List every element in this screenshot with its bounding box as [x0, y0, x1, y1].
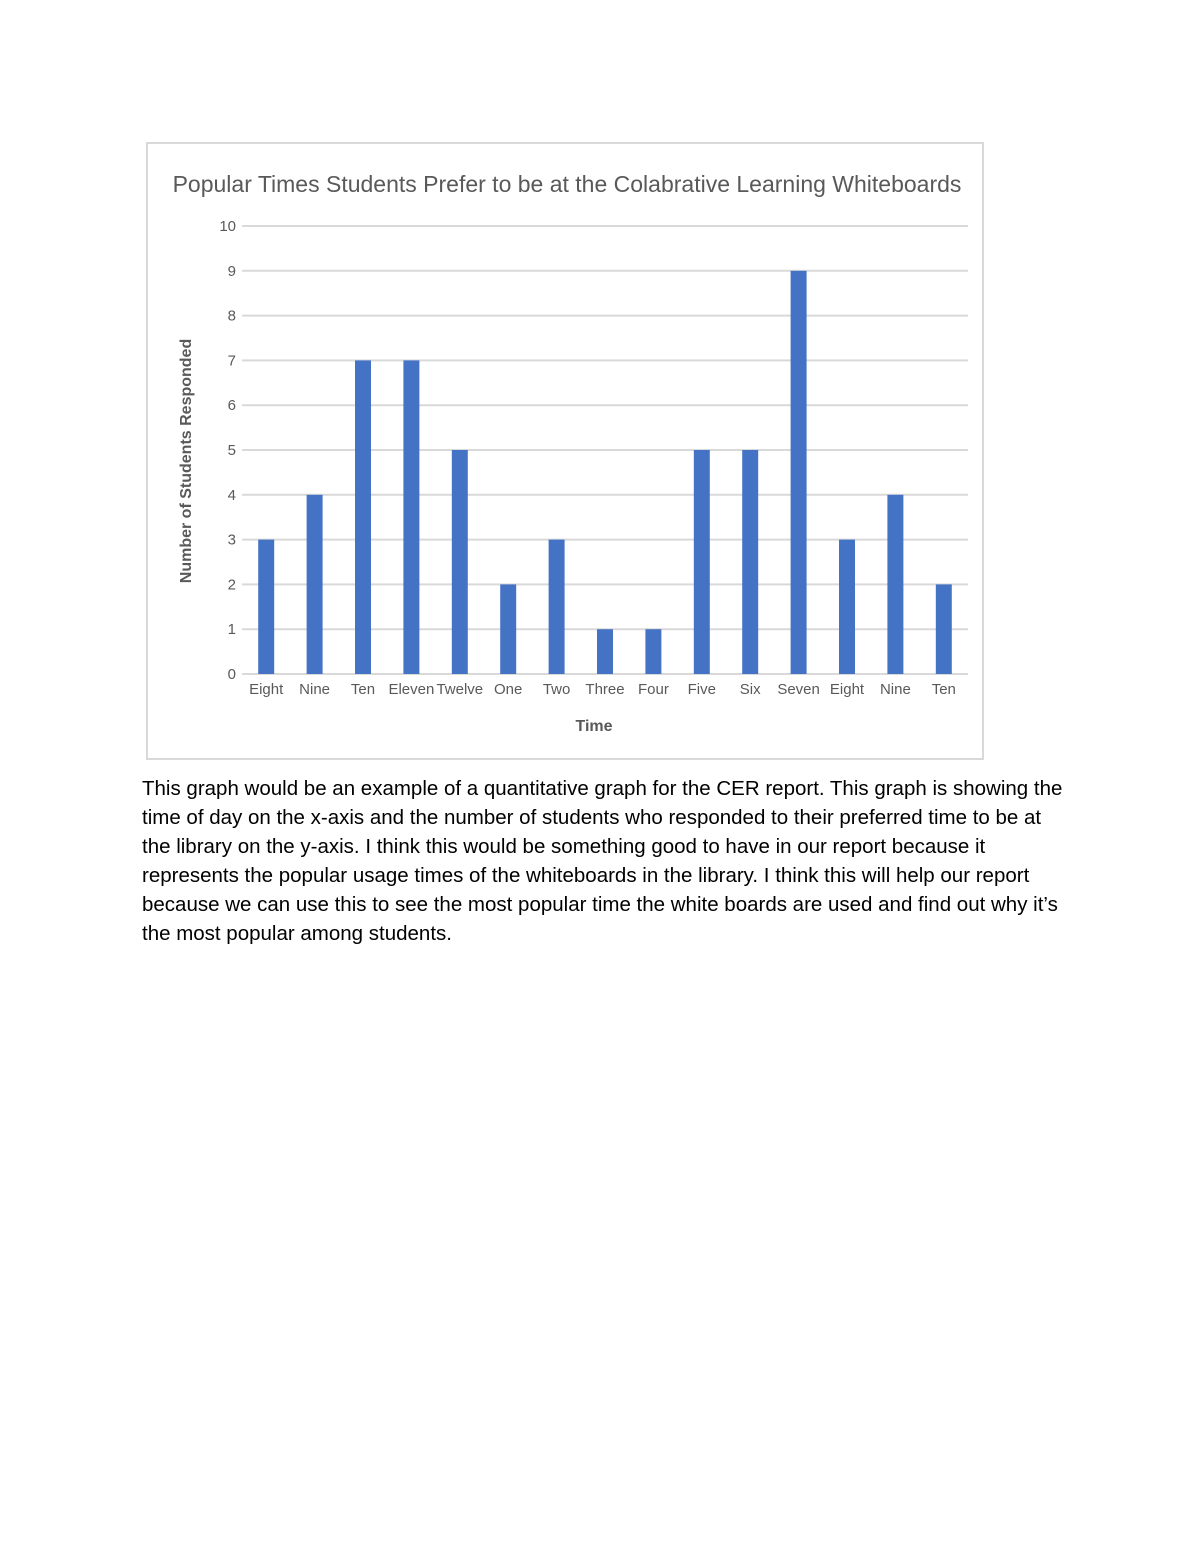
bar [549, 540, 565, 674]
x-tick-label: One [494, 681, 523, 698]
bar [742, 450, 758, 674]
bar [307, 495, 323, 674]
bar [791, 271, 807, 674]
x-tick-label: Three [585, 681, 625, 698]
x-tick-label: Eight [829, 681, 865, 698]
bar [355, 360, 371, 674]
x-tick-label: Eight [249, 681, 284, 698]
body-paragraph: This graph would be an example of a quantitative graph for the CER report. This graph is showing the time of day on the x-axis and the number of students who responded to their preferred time to be at the library on the y-axis. I think this would be something good to have in our report because it represents the popular usage times of the whiteboards in the library. I think this will help our report because we can use this to see the most popular time the white boards are used and find out why it’s the most popular among students. [142, 777, 1063, 945]
bar [839, 540, 855, 674]
bar [403, 360, 419, 674]
y-tick-label: 0 [227, 666, 236, 683]
x-tick-label: Nine [879, 681, 911, 698]
x-axis-ticks [249, 681, 956, 698]
x-tick-label: Twelve [436, 681, 484, 698]
chart-frame [146, 142, 984, 760]
x-tick-label: Ten [350, 681, 376, 698]
y-tick-label: 1 [227, 621, 236, 639]
x-tick-label: Eleven [388, 681, 435, 698]
x-tick-label: Four [637, 681, 669, 698]
gridlines [242, 226, 968, 674]
x-axis-title: Time [575, 718, 613, 735]
y-tick-label: 5 [227, 442, 236, 459]
x-tick-label: Five [687, 681, 716, 698]
bar [500, 584, 516, 674]
y-tick-label: 7 [227, 352, 236, 370]
x-tick-label: Seven [777, 681, 820, 698]
y-tick-label: 8 [227, 307, 236, 325]
y-tick-label: 3 [227, 531, 236, 549]
x-tick-label: Nine [299, 681, 331, 698]
y-axis-ticks [219, 218, 236, 683]
bar [597, 629, 613, 674]
y-tick-label: 4 [227, 486, 236, 504]
y-tick-label: 2 [227, 576, 236, 594]
bar [452, 450, 468, 674]
bar [645, 629, 661, 674]
x-tick-label: Ten [931, 681, 956, 698]
x-tick-label: Two [542, 681, 571, 698]
y-axis-title: Number of Students Responded [178, 338, 195, 584]
chart-title: Popular Times Students Prefer to be at the Colabrative Learning Whiteboards [172, 171, 962, 197]
bar [694, 450, 710, 674]
bar [887, 495, 903, 674]
x-tick-label: Six [739, 681, 761, 698]
bar [936, 584, 952, 674]
bars [258, 271, 952, 674]
y-tick-label: 9 [227, 262, 236, 280]
y-tick-label: 10 [219, 218, 236, 235]
bar-chart [148, 144, 982, 758]
y-tick-label: 6 [227, 397, 236, 415]
bar [258, 540, 274, 674]
